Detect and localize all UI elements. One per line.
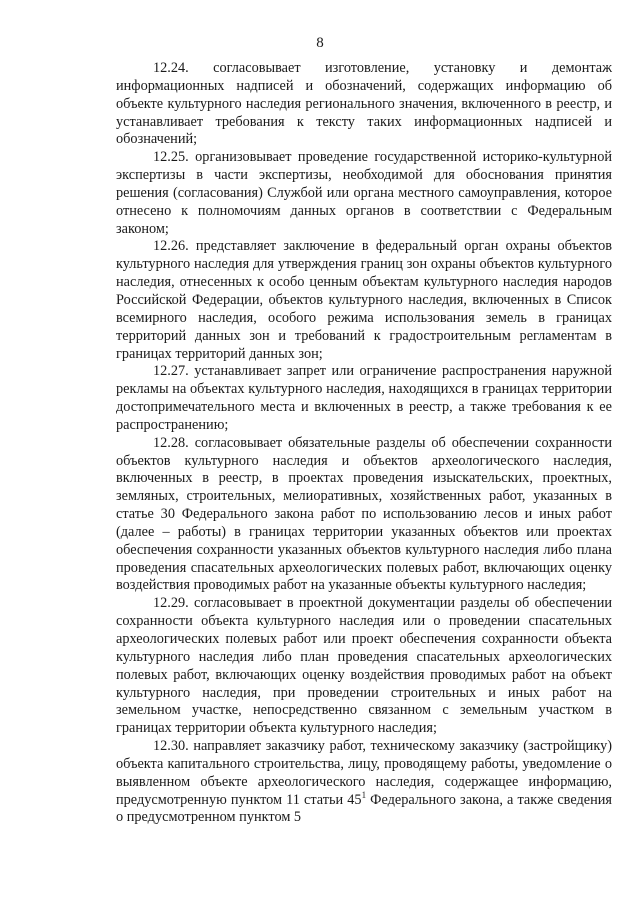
article-superscript: 1 [361,789,367,800]
paragraph-12-24: 12.24. согласовывает изготовление, установку и демонтаж информационных надписей и обозначений, содержащих информацию об объекте культурного наследия регионального значения, включенного в реестр, и устанавливает требования к тексту таких информационных надписей и обозначений; [116,60,612,148]
paragraph-12-27: 12.27. устанавливает запрет или ограничение распространения наружной рекламы на объектах культурного наследия, находящихся в границах территории достопримечательного места и включенных в реестр, а также требования к ее распространению; [116,363,612,433]
paragraph-12-30-text-start: 12.30. направляет заказчику работ, техническому заказчику (застройщику) объекта капитального строительства, лицу, проводящему работы, уведомление о выявленном объекте археологического наследия, содержащее информацию, предусмотренную пунктом 11 статьи 45 [116,738,612,808]
paragraph-12-25: 12.25. организовывает проведение государственной историко-культурной экспертизы в части экспертизы, необходимой для обоснования принятия решения (согласования) Службой или органа местного самоуправления, которое отнесено к полномочиям данных органов в соответствии с Федеральным законом; [116,149,612,237]
paragraph-12-30 [116,738,612,827]
paragraph-12-28: 12.28. согласовывает обязательные разделы об обеспечении сохранности объектов культурного наследия и объектов археологического наследия, включенных в реестр, в проектах проведения изыскательских, проектных, земляных, строительных, мелиоративных, хозяйственных работ, указанных в статье 30 Федерального закона работ по использованию лесов и иных работ (далее – работы) в границах территории указанных объектов или проектах обеспечения сохранности указанных объектов культурного наследия либо плана проведения спасательных археологических полевых работ, включающих оценку воздействия проводимых работ на указанные объекты культурного наследия; [116,434,612,594]
paragraph-12-30-text-end: Федерального закона, а также сведения о предусмотренном пунктом 5 [116,791,612,826]
document-body [116,60,612,827]
paragraph-12-29: 12.29. согласовывает в проектной документации разделы об обеспечении сохранности объекта культурного наследия или о проведении спасательных археологических полевых работ или проект обеспечения сохранности объекта культурного наследия либо план проведения спасательных археологических полевых работ, включающих оценку воздействия проводимых работ на объект культурного наследия, при проведении строительных и иных работ на земельном участке, непосредственно связанном с земельным участком в границах территории объекта культурного наследия; [116,595,612,737]
paragraph-12-26: 12.26. представляет заключение в федеральный орган охраны объектов культурного наследия для утверждения границ зон охраны объектов культурного наследия, отнесенных к особо ценным объектам культурного наследия народов Российской Федерации, объектов культурного наследия, включенных в Список всемирного наследия, особого режима использования земель в границах территорий данных зон и требований к градостроительным регламентам в границах территорий данных зон; [116,238,612,362]
page-number: 8 [316,35,324,51]
